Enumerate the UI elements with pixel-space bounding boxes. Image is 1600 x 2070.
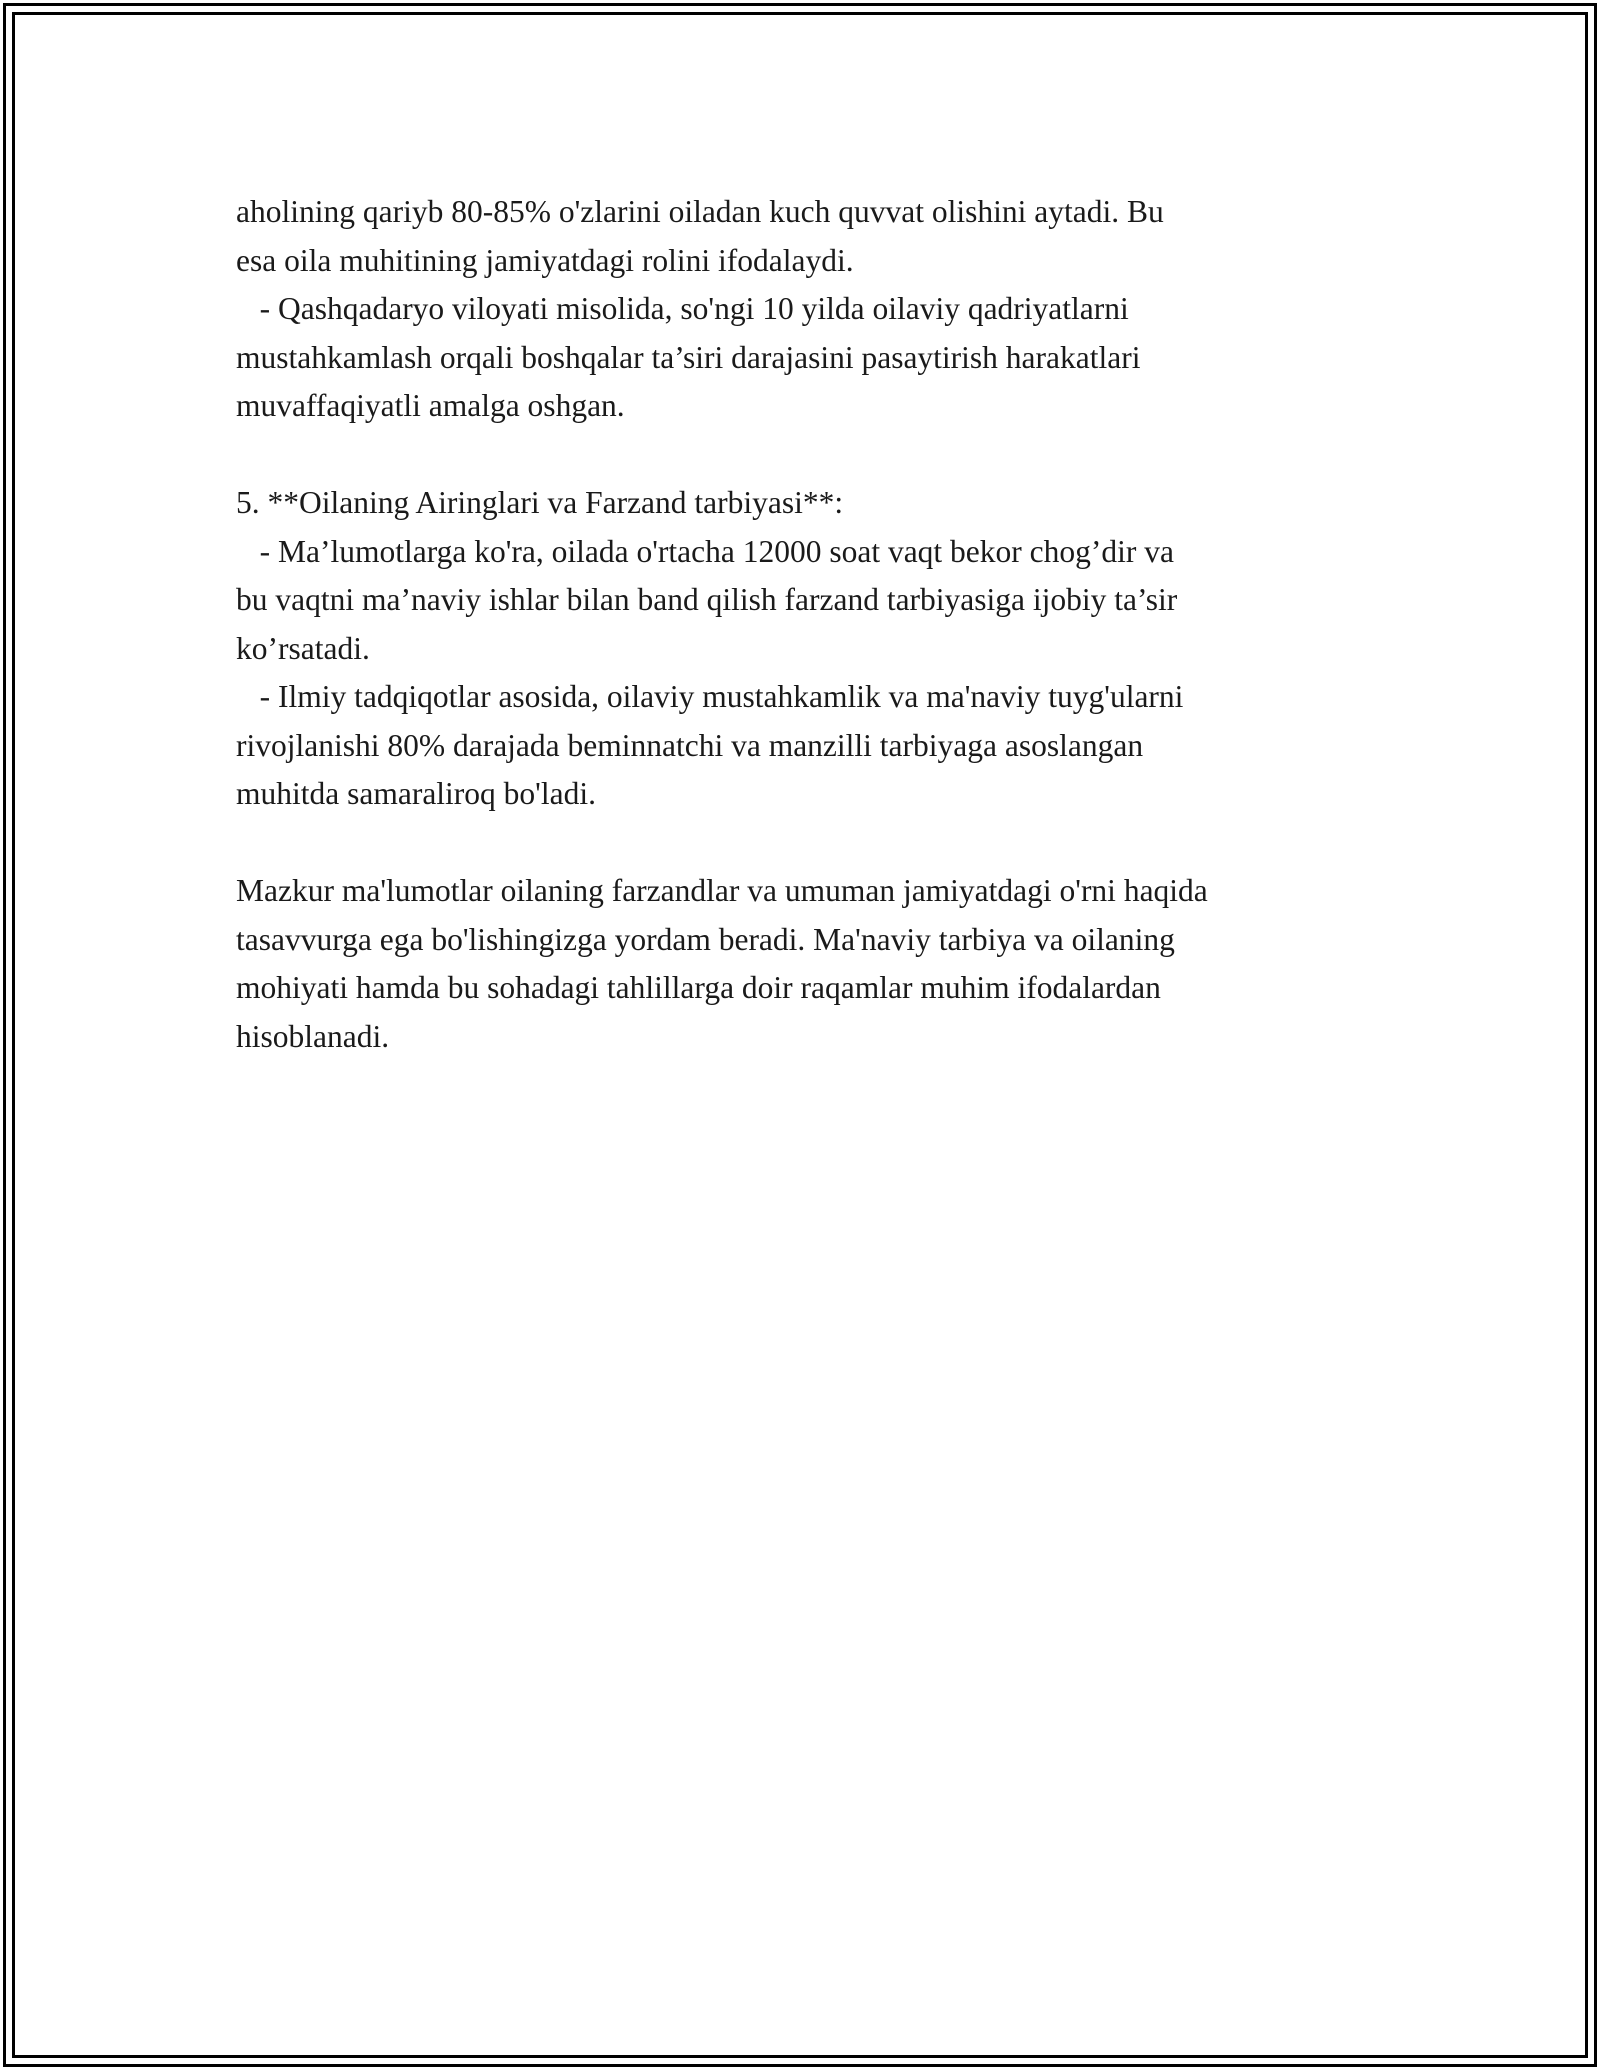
conclusion-line: hisoblanadi. [236,1018,390,1054]
section-heading: 5. **Oilaning Airinglari va Farzand tarbiyasi**: [236,485,844,520]
conclusion-line: mohiyati hamda bu sohadagi tahlillarga doir raqamlar muhim ifodalardan [236,970,1161,1005]
text-line: mustahkamlash orqali boshqalar ta’siri darajasini pasaytirish harakatlari [236,339,1141,375]
bullet-line: - Qashqadaryo viloyati misolida, so'ngi 10 yilda oilaviy qadriyatlarni [236,291,1129,326]
bullet-line: - Ilmiy tadqiqotlar asosida, oilaviy mustahkamlik va ma'naviy tuyg'ularni [236,679,1184,714]
conclusion-line: Mazkur ma'lumotlar oilaning farzandlar va umuman jamiyatdagi o'rni haqida [236,873,1208,908]
text-line: aholining qariyb 80-85% o'zlarini oiladan kuch quvvat olishini aytadi. Bu [236,194,1164,229]
conclusion-line: tasavvurga ega bo'lishingizga yordam beradi. Ma'naviy tarbiya va oilaning [236,921,1175,957]
paragraph-spacer [236,431,1386,480]
bullet-line: - Ma’lumotlarga ko'ra, oilada o'rtacha 12000 soat vaqt bekor chog’dir va [236,533,1174,569]
document-body [236,188,1386,1061]
text-line: ko’rsatadi. [236,630,370,666]
text-line: muhitda samaraliroq bo'ladi. [236,776,596,811]
paragraph-spacer [236,819,1386,868]
text-line: rivojlanishi 80% darajada beminnatchi va manzilli tarbiyaga asoslangan [236,727,1144,763]
text-line: esa oila muhitining jamiyatdagi rolini ifodalaydi. [236,242,854,278]
text-line: bu vaqtni ma’naviy ishlar bilan band qilish farzand tarbiyasiga ijobiy ta’sir [236,582,1178,617]
text-line: muvaffaqiyatli amalga oshgan. [236,388,625,423]
